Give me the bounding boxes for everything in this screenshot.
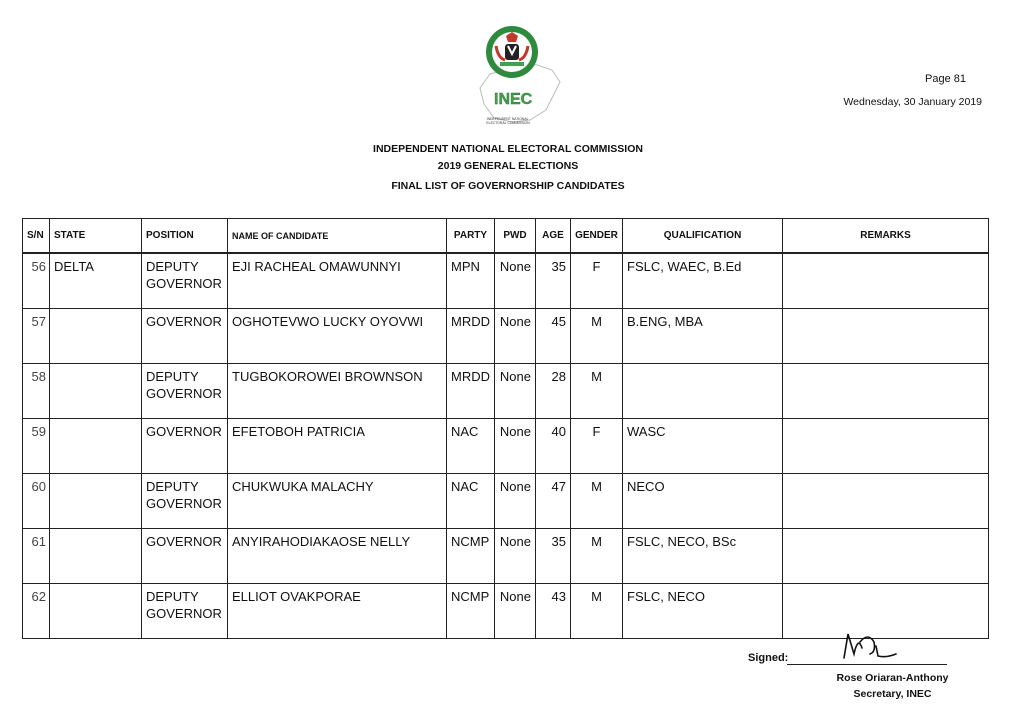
cell-name: EFETOBOH PATRICIA [228, 419, 447, 474]
cell-qualification: FSLC, NECO, BSc [623, 529, 783, 584]
cell-party: MRDD [447, 364, 495, 419]
cell-gender: M [571, 364, 623, 419]
header-elections: 2019 GENERAL ELECTIONS [437, 160, 579, 172]
cell-state [50, 474, 142, 529]
header-commission: INDEPENDENT NATIONAL ELECTORAL COMMISSION [373, 143, 643, 155]
header-list-title: FINAL LIST OF GOVERNORSHIP CANDIDATES [391, 180, 625, 192]
cell-position: DEPUTY GOVERNOR [142, 253, 228, 309]
cell-gender: F [571, 253, 623, 309]
table-row [23, 364, 989, 419]
cell-age: 40 [536, 419, 571, 474]
page-number: Page 81 [925, 73, 966, 85]
cell-qualification [623, 364, 783, 419]
cell-pwd: None [495, 253, 536, 309]
cell-pwd: None [495, 364, 536, 419]
cell-state [50, 419, 142, 474]
cell-name: ELLIOT OVAKPORAE [228, 584, 447, 639]
col-header-position: POSITION [142, 219, 228, 254]
cell-remarks [783, 253, 989, 309]
cell-position: DEPUTY GOVERNOR [142, 364, 228, 419]
inec-logo [472, 24, 564, 142]
cell-age: 35 [536, 529, 571, 584]
col-header-age: AGE [536, 219, 571, 254]
cell-party: NAC [447, 419, 495, 474]
cell-age: 35 [536, 253, 571, 309]
cell-remarks [783, 474, 989, 529]
cell-party: NCMP [447, 529, 495, 584]
cell-qualification: FSLC, NECO [623, 584, 783, 639]
cell-party: NAC [447, 474, 495, 529]
cell-age: 45 [536, 309, 571, 364]
cell-qualification: FSLC, WAEC, B.Ed [623, 253, 783, 309]
cell-state [50, 364, 142, 419]
col-header-pwd: PWD [495, 219, 536, 254]
cell-name: EJI RACHEAL OMAWUNNYI [228, 253, 447, 309]
cell-qualification: NECO [623, 474, 783, 529]
col-header-sn: S/N [23, 219, 50, 254]
cell-qualification: B.ENG, MBA [623, 309, 783, 364]
cell-sn: 57 [23, 309, 50, 364]
table-row [23, 253, 989, 309]
cell-pwd: None [495, 474, 536, 529]
cell-name: OGHOTEVWO LUCKY OYOVWI [228, 309, 447, 364]
col-header-name: NAME OF CANDIDATE [228, 219, 447, 254]
cell-age: 43 [536, 584, 571, 639]
cell-position: DEPUTY GOVERNOR [142, 474, 228, 529]
cell-state [50, 584, 142, 639]
cell-gender: M [571, 474, 623, 529]
document-date: Wednesday, 30 January 2019 [843, 96, 982, 108]
cell-sn: 59 [23, 419, 50, 474]
cell-sn: 56 [23, 253, 50, 309]
cell-gender: M [571, 309, 623, 364]
cell-remarks [783, 309, 989, 364]
col-header-state: STATE [50, 219, 142, 254]
cell-name: CHUKWUKA MALACHY [228, 474, 447, 529]
signer-name: Rose Oriaran-Anthony [836, 672, 949, 684]
cell-pwd: None [495, 419, 536, 474]
cell-remarks [783, 529, 989, 584]
cell-remarks [783, 419, 989, 474]
cell-gender: M [571, 529, 623, 584]
cell-gender: M [571, 584, 623, 639]
cell-age: 47 [536, 474, 571, 529]
logo-subtext: INDEPENDENT NATIONAL ELECTORAL COMMISSION [486, 117, 530, 125]
handwritten-signature [838, 628, 898, 664]
cell-position: GOVERNOR [142, 309, 228, 364]
col-header-qualification: QUALIFICATION [623, 219, 783, 254]
cell-party: MPN [447, 253, 495, 309]
cell-pwd: None [495, 309, 536, 364]
candidates-table [22, 218, 989, 639]
cell-sn: 62 [23, 584, 50, 639]
logo-text: INEC [494, 91, 533, 108]
cell-party: NCMP [447, 584, 495, 639]
cell-sn: 58 [23, 364, 50, 419]
cell-sn: 61 [23, 529, 50, 584]
table-row [23, 419, 989, 474]
cell-qualification: WASC [623, 419, 783, 474]
cell-pwd: None [495, 529, 536, 584]
table-row [23, 529, 989, 584]
cell-pwd: None [495, 584, 536, 639]
table-header-row [23, 219, 989, 254]
cell-remarks [783, 364, 989, 419]
col-header-gender: GENDER [571, 219, 623, 254]
col-header-remarks: REMARKS [783, 219, 989, 254]
signature-line [787, 664, 947, 665]
table-row [23, 309, 989, 364]
col-header-party: PARTY [447, 219, 495, 254]
signer-title: Secretary, INEC [853, 688, 932, 700]
cell-age: 28 [536, 364, 571, 419]
cell-position: GOVERNOR [142, 419, 228, 474]
cell-position: DEPUTY GOVERNOR [142, 584, 228, 639]
cell-state: DELTA [50, 253, 142, 309]
cell-gender: F [571, 419, 623, 474]
cell-name: ANYIRAHODIAKAOSE NELLY [228, 529, 447, 584]
cell-sn: 60 [23, 474, 50, 529]
cell-state [50, 529, 142, 584]
table-row [23, 474, 989, 529]
cell-party: MRDD [447, 309, 495, 364]
cell-position: GOVERNOR [142, 529, 228, 584]
cell-name: TUGBOKOROWEI BROWNSON [228, 364, 447, 419]
cell-state [50, 309, 142, 364]
signed-label: Signed: [748, 652, 789, 664]
